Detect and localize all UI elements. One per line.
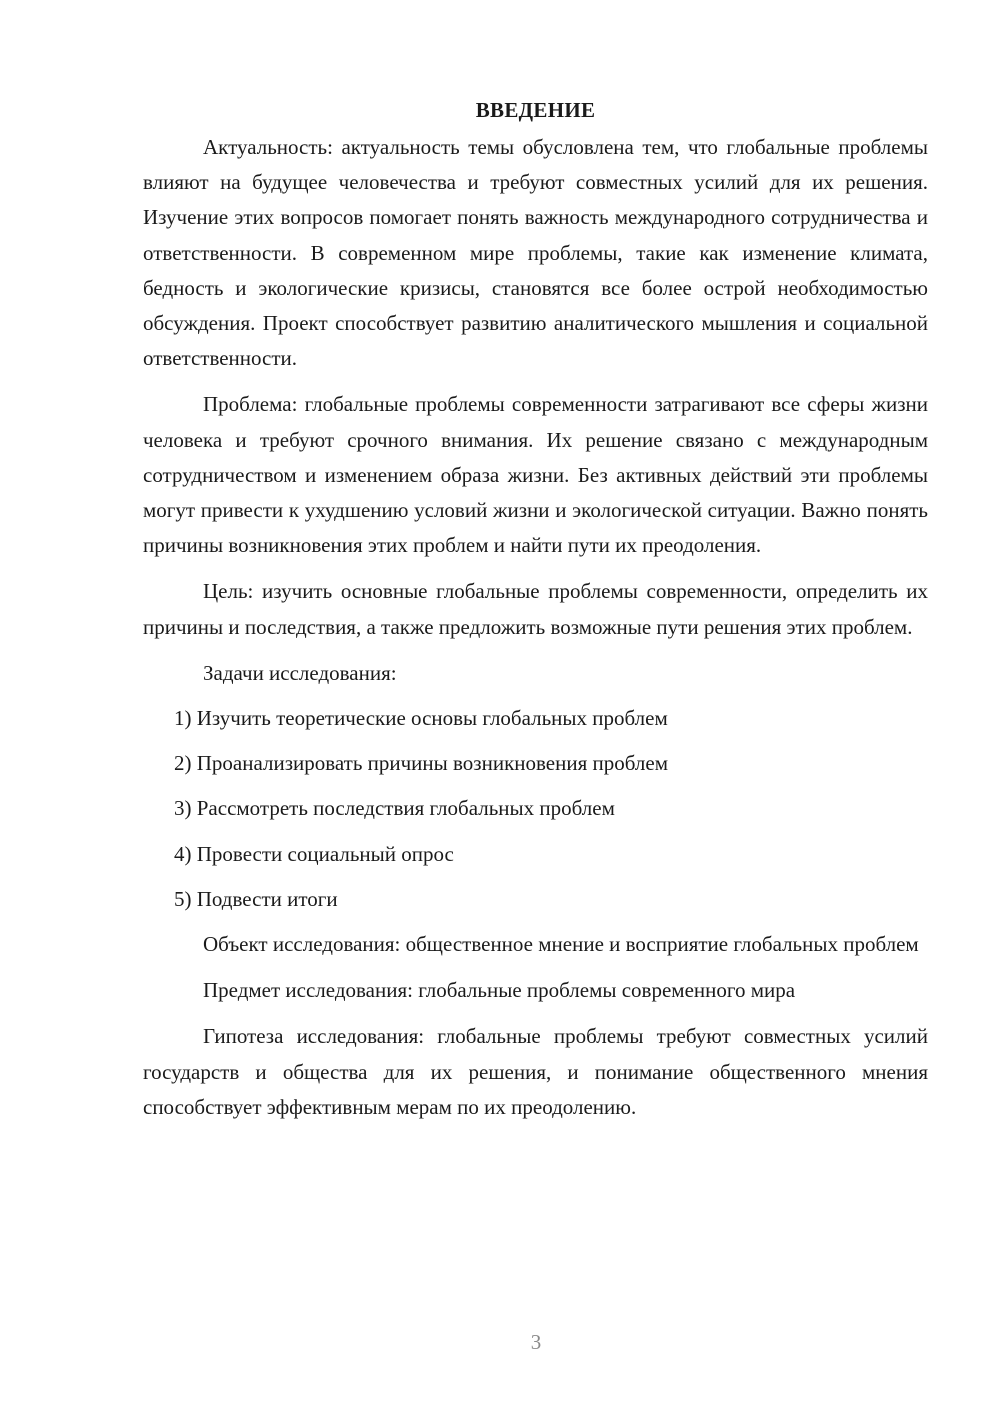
tasks-heading: Задачи исследования:	[203, 660, 397, 685]
goal-paragraph: Цель: изучить основные глобальные проблемы современности, определить их причины и последствия, а также предложить возможные пути решения этих проблем.	[143, 579, 928, 639]
list-item: 3) Рассмотреть последствия глобальных проблем	[174, 796, 615, 821]
list-item: 5) Подвести итоги	[174, 886, 338, 911]
list-item: 4) Провести социальный опрос	[174, 841, 454, 866]
relevance-paragraph: Актуальность: актуальность темы обусловлена тем, что глобальные проблемы влияют на будущее человечества и требуют совместных усилий для их решения. Изучение этих вопросов помогает понять важность международного сотрудничества и ответственности. В современном мире проблемы, такие как изменение климата, бедность и экологические кризисы, становятся все более острой необходимостью обсуждения. Проект способствует развитию аналитического мышления и социальной ответственности.	[143, 135, 928, 371]
tasks-list	[143, 701, 928, 917]
section-title: ВВЕДЕНИЕ	[475, 98, 596, 122]
subject-paragraph: Предмет исследования: глобальные проблемы современного мира	[203, 978, 796, 1003]
list-item: 1) Изучить теоретические основы глобальных проблем	[174, 706, 668, 731]
list-item: 2) Проанализировать причины возникновения проблем	[174, 751, 668, 776]
page-number: 3	[530, 1330, 542, 1354]
page-content	[143, 92, 928, 1136]
hypothesis-paragraph: Гипотеза исследования: глобальные проблемы требуют совместных усилий государств и общества для их решения, и понимание общественного мнения способствует эффективным мерам по их преодолению.	[143, 1024, 928, 1119]
object-paragraph: Объект исследования: общественное мнение и восприятие глобальных проблем	[203, 932, 919, 957]
problem-paragraph: Проблема: глобальные проблемы современности затрагивают все сферы жизни человека и требуют срочного внимания. Их решение связано с международным сотрудничеством и изменением образа жизни. Без активных действий эти проблемы могут привести к ухудшению условий жизни и экологической ситуации. Важно понять причины возникновения этих проблем и найти пути их преодоления.	[143, 392, 928, 558]
